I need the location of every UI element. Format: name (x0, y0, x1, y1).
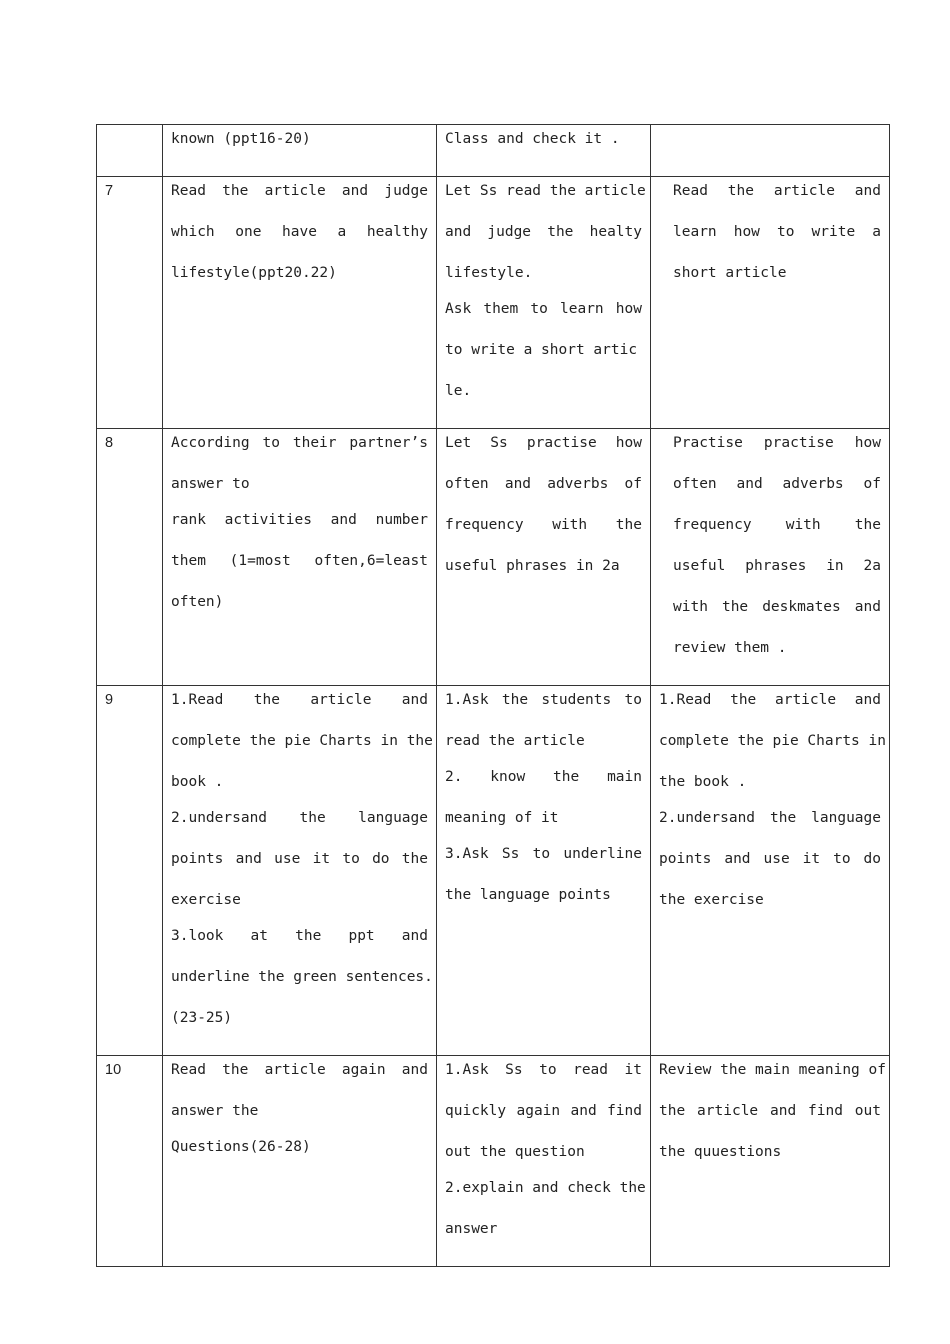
cell-line: Read the article and judge (171, 183, 428, 199)
cell-line: the exercise (659, 892, 764, 908)
cell-line: 1.Ask the students to (445, 692, 642, 708)
cell-line: underline the green sentences. (171, 969, 433, 985)
cell-line: Ask them to learn how (445, 301, 642, 317)
table-row (97, 177, 890, 429)
table-row (97, 686, 890, 1056)
teacher-activity-cell (437, 686, 651, 1056)
cell-line: learn how to write a (673, 224, 881, 240)
cell-line: lifestyle. (445, 265, 533, 281)
cell-line: answer the (171, 1103, 259, 1119)
step-number: 9 (97, 686, 163, 1056)
purpose-cell (651, 177, 890, 429)
teacher-activity-cell (437, 1056, 651, 1267)
cell-line: often and adverbs of (673, 476, 881, 492)
table-row (97, 429, 890, 686)
cell-line: Let Ss practise how (445, 435, 642, 451)
teacher-activity-cell (437, 177, 651, 429)
cell-line: read the article (445, 733, 585, 749)
cell-line: Let Ss read the article (445, 183, 646, 199)
cell-line: book . (171, 774, 224, 790)
cell-line: answer to (171, 476, 250, 492)
cell-line: Review the main meaning of (659, 1062, 886, 1078)
cell-line: complete the pie Charts in the (171, 733, 433, 749)
student-activity-cell (163, 125, 437, 177)
cell-line: answer (445, 1221, 498, 1237)
step-number: 8 (97, 429, 163, 686)
cell-line: 2.undersand the language (659, 810, 881, 826)
cell-line: Practise practise how (673, 435, 881, 451)
cell-line: points and use it to do the (171, 851, 428, 867)
cell-line: quickly again and find (445, 1103, 642, 1119)
cell-line: 1.Read the article and (659, 692, 881, 708)
teacher-activity-cell (437, 125, 651, 177)
purpose-cell (651, 686, 890, 1056)
cell-line: often and adverbs of (445, 476, 642, 492)
cell-line: meaning of it (445, 810, 559, 826)
student-activity-cell (163, 1056, 437, 1267)
cell-line: useful phrases in 2a (673, 558, 881, 574)
cell-line: 3.Ask Ss to underline (445, 846, 642, 862)
purpose-cell (651, 429, 890, 686)
cell-line: points and use it to do (659, 851, 881, 867)
purpose-cell (651, 1056, 890, 1267)
cell-line: the book . (659, 774, 747, 790)
cell-line: known (ppt16-20) (171, 131, 311, 147)
student-activity-cell (163, 177, 437, 429)
cell-line: le. (445, 383, 472, 399)
table-row (97, 1056, 890, 1267)
cell-line: rank activities and number (171, 512, 428, 528)
cell-line: Questions(26-28) (171, 1139, 311, 1155)
teacher-activity-cell (437, 429, 651, 686)
cell-line: to write a short artic (445, 342, 638, 358)
step-number (97, 125, 163, 177)
cell-line: Class and check it . (445, 131, 620, 147)
step-number: 10 (97, 1056, 163, 1267)
cell-line: According to their partner’s (171, 435, 428, 451)
cell-line: short article (673, 265, 787, 281)
cell-line: useful phrases in 2a (445, 558, 620, 574)
cell-line: 2.undersand the language (171, 810, 428, 826)
cell-line: complete the pie Charts in (659, 733, 886, 749)
cell-line: 1.Ask Ss to read it (445, 1062, 642, 1078)
cell-line: and judge the healty (445, 224, 642, 240)
cell-line: Read the article and (673, 183, 881, 199)
cell-line: Read the article again and (171, 1062, 428, 1078)
cell-line: frequency with the (445, 517, 642, 533)
lesson-plan-table (96, 124, 890, 1267)
cell-line: which one have a healthy (171, 224, 428, 240)
student-activity-cell (163, 429, 437, 686)
cell-line: the quuestions (659, 1144, 782, 1160)
cell-line: them (1=most often,6=least (171, 553, 428, 569)
table-row (97, 125, 890, 177)
cell-line: 1.Read the article and (171, 692, 428, 708)
cell-line: 2.explain and check the (445, 1180, 646, 1196)
cell-line: 3.look at the ppt and (171, 928, 428, 944)
cell-line: 2. know the main (445, 769, 642, 785)
step-number: 7 (97, 177, 163, 429)
cell-line: the language points (445, 887, 611, 903)
student-activity-cell (163, 686, 437, 1056)
cell-line: frequency with the (673, 517, 881, 533)
cell-line: (23-25) (171, 1010, 233, 1026)
cell-line: the article and find out (659, 1103, 881, 1119)
purpose-cell (651, 125, 890, 177)
cell-line: review them . (673, 640, 787, 656)
cell-line: often) (171, 594, 224, 610)
cell-line: lifestyle(ppt20.22) (171, 265, 337, 281)
cell-line: out the question (445, 1144, 585, 1160)
cell-line: exercise (171, 892, 241, 908)
cell-line: with the deskmates and (673, 599, 881, 615)
